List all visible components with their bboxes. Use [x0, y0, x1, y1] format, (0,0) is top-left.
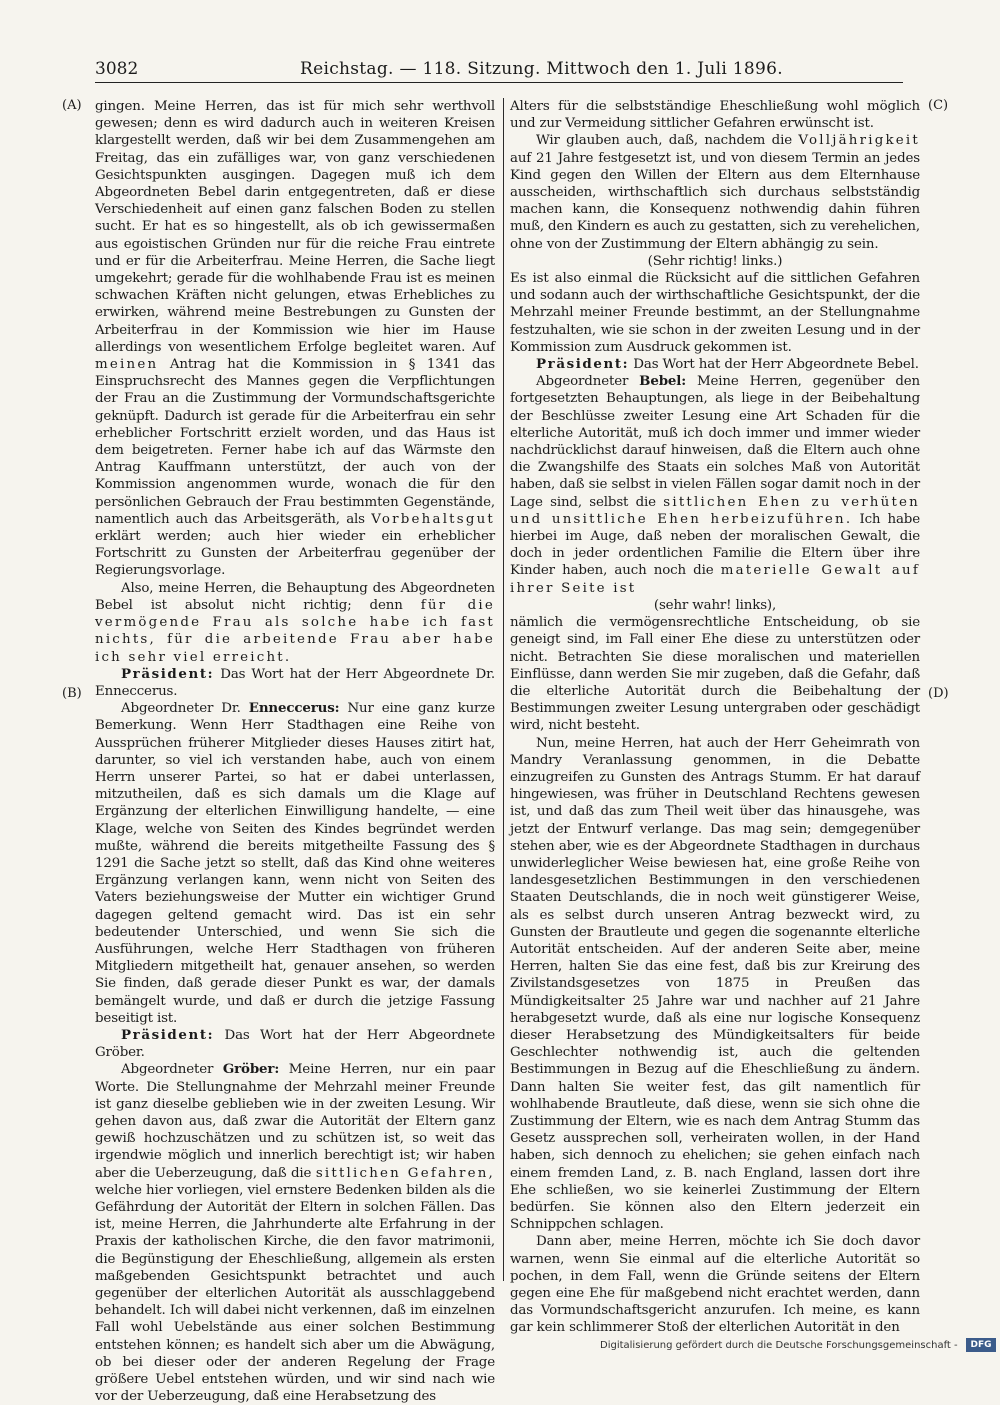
- text-run: Wir glauben auch, daß, nachdem die: [536, 133, 792, 149]
- spaced-text: materielle Gewalt auf ihrer Seite ist: [510, 563, 921, 596]
- interjection: (sehr wahr! links),: [653, 597, 777, 613]
- spaced-text: Vorbehaltsgut: [371, 511, 496, 527]
- paragraph: [510, 735, 920, 1234]
- president-remark: [95, 1027, 495, 1061]
- column-divider: [503, 98, 504, 1281]
- spaced-text: sittlichen Gefahren,: [315, 1165, 495, 1181]
- president-remark: [95, 666, 495, 700]
- speaker-name: Gröber:: [222, 1061, 280, 1078]
- spaced-text: sittlichen Ehen zu verhüten und unsittliche Ehen herbeizuführen.: [510, 494, 920, 527]
- right-column: [510, 98, 920, 1337]
- paragraph: [510, 98, 920, 132]
- text-run: gingen. Meine Herren, das ist für mich sehr werthvoll gewesen; denn es wird dadurch auch in weiteren Kreisen klargestellt werden, daß wir bei dem Zusammengehen am Freitag, das ein zufälliges war, von ganz verschiedenen Gesichtspunkten ausgingen. Dagegen muß ich dem Abgeordneten Bebel darin entgegentreten, daß er diese Verschiedenheit auf einen ganz falschen Boden zu stellen sucht. Er hat es so hingestellt, als ob ich gewissermaßen aus egoistischen Gründen nur für die reiche Frau eintrete und er für die Arbeiterfrau. Meine Herren, die Sache liegt umgekehrt; gerade für die wohlhabende Frau ist es meinen schwachen Kräften nicht gelungen, etwas Erhebliches zu erwirken, während meine Bestrebungen zu Gunsten der Arbeiterfrau in der Kommission wie hier im Hause allerdings von wesentlichem Erfolge begleitet waren. Auf: [95, 99, 495, 355]
- text-run: Das Wort hat der Herr Abgeordnete Gröber.: [95, 1027, 496, 1061]
- text-run: Also, meine Herren, die Behauptung des Abgeordneten Bebel ist absolut nicht richtig; denn: [95, 580, 495, 613]
- speaker-label: Präsident:: [121, 665, 215, 682]
- page-number: 3082: [95, 59, 139, 79]
- digitization-credit: Digitalisierung gefördert durch die Deutsche Forschungsgemeinschaft -: [600, 1340, 958, 1351]
- text-run: Antrag hat die Kommission in § 1341 das Einspruchsrecht des Mannes gegen die Verpflichtungen der Frau an die Zustimmung der Vormundschaftsgerichte geknüpft. Dadurch ist gerade für die Arbeiterfrau ein sehr erheblicher Fortschritt erzielt worden, und das Haus ist dem beigetreten. Ferner habe ich auf das Wärmste den Antrag Kauffmann unterstützt, der auch von der Kommission angenommen wurde, wonach die für den persönlichen Gebrauch der Frau bestimmten Gegenstände, namentlich auch das Arbeitsgeräth, als: [95, 357, 495, 527]
- text-run: Nun, meine Herren, hat auch der Herr Geheimrath von Mandry Veranlassung genommen, in die Debatte einzugreifen zu Gunsten des Antrags Stumm. Er hat darauf hingewiesen, was früher in Deutschland Rechtens gewesen ist, und daß das zum Theil weit über das hinausgehe, was jetzt der Entwurf verlange. Das mag sein; demgegenüber stehen aber, wie es der Abgeordnete Stadthagen in durchaus unwiderleglicher Weise bewiesen hat, eine große Reihe von landesgesetzlichen Bestimmungen in den verschiedenen Staaten Deutschlands, die in noch weit günstigerer Weise, als es selbst durch unseren Antrag bezweckt wird, zu Gunsten der Brautleute und gegen die sogenannte elterliche Autorität entscheiden. Auf der anderen Seite aber, meine Herren, halten Sie das eine fest, daß bis zur Kreirung des Zivilstandsgesetzes von 1875 in Preußen das Mündigkeitsalter 25 Jahre war und nachher auf 21 Jahre herabgesetzt wurde, daß als eine nur logische Konsequenz dieser Herabsetzung des Mündigkeitsalters für beide Geschlechter nothwendig ist, auch die geltenden Bestimmungen in Bezug auf die Eheschließung zu ändern. Dann halten Sie weiter fest, das gilt namentlich für wohlhabende Brautleute, daß diese, wenn sie sich ohne die Zustimmung der Eltern, wie es nach dem Antrag Stumm das Gesetz aussprechen soll, verheiraten wollen, in der Hand haben, sich dennoch zu ehelichen; sie gehen einfach nach einem fremden Land, z. B. nach England, lassen dort ihre Ehe schließen, wo sie keinerlei Zustimmung der Eltern bedürfen. Sie können also den Eltern jederzeit ein Schnippchen schlagen.: [510, 735, 920, 1233]
- text-run: Das Wort hat der Herr Abgeordnete Dr. Enneccerus.: [95, 666, 495, 699]
- speaker-label: Präsident:: [536, 356, 630, 373]
- page-header: [95, 56, 903, 83]
- text-run: auf 21 Jahre festgesetzt ist, und von diesem Termin an jedes Kind gegen den Willen der Eltern aus dem Elternhause ausscheiden, wirthschaftlich sich durchaus selbstständig machen kann, die Konsequenz nothwendig dahin führen muß, den Kindern es auch zu gestatten, sich zu verehelichen, ohne von der Zustimmung der Eltern abhängig zu sein.: [510, 150, 920, 252]
- speech-groeber: [95, 1061, 495, 1405]
- text-run: Dann aber, meine Herren, möchte ich Sie doch davor warnen, wenn Sie einmal auf die elterliche Autorität so pochen, in dem Fall, wenn die Gründe seitens der Eltern gegen eine Ehe für maßgebend nicht erachtet werden, dann das Vormundschaftsgericht anzurufen. Ich meine, es kann gar kein schlimmerer Stoß der elterlichen Autorität in den: [510, 1234, 920, 1336]
- text-run: Ich habe hierbei im Auge, daß neben der moralischen Gewalt, die doch in jeder ordentlichen Familie die Eltern über ihre Kinder haben, auch noch die: [510, 511, 921, 579]
- speech-enneccerus: [95, 700, 495, 1027]
- spaced-text: meinen: [95, 357, 159, 373]
- interjection: (Sehr richtig! links.): [647, 253, 783, 269]
- paragraph: [95, 580, 495, 666]
- text-run: Es ist also einmal die Rücksicht auf die sittlichen Gefahren und sodann auch der wirthschaftliche Gesichtspunkt, der die Mehrzahl meiner Freunde bestimmt, an der Stellungnahme festzuhalten, wie sie schon in der zweiten Lesung und in der Kommission zum Ausdruck gekommen ist.: [510, 271, 920, 355]
- margin-mark-c: (C): [928, 98, 949, 113]
- margin-mark-a: (A): [62, 98, 82, 113]
- text-run: welche hier vorliegen, viel ernstere Bedenken bilden als die Gefährdung der Autorität der Eltern in solchen Fällen. Das ist, meine Herren, die Jahrhunderte alte Erfahrung in der Praxis der katholischen Kirche, die den favor matrimonii, die Begünstigung der Eheschließung, allgemein als ersten maßgebenden Gesichtspunkt betrachtet und auch gegenüber der elterlichen Autorität als ausschlaggebend behandelt. Ich will dabei nicht verkennen, daß im einzelnen Fall wohl Uebelstände aus einer solchen Bestimmung entstehen können; es handelt sich aber um die Abwägung, ob bei dieser oder der anderen Regelung der Frage größere Uebel entstehen würden, und wir sind nach wie vor der Ueberzeugung, daß eine Herabsetzung des: [95, 1182, 495, 1405]
- text-run: Meine Herren, gegenüber den fortgesetzten Behauptungen, als liege in der Beibehaltung der Beschlüsse zweiter Lesung eine Art Schaden für die elterliche Autorität, muß ich doch immer und immer wieder nachdrücklichst darauf hinweisen, daß die Eltern auch ohne die Zwangshilfe des Staats ein solches Maß von Autorität haben, daß sie selbst in vielen Fällen sogar damit noch in der Lage sind, selbst die: [510, 374, 921, 510]
- paragraph: [510, 614, 920, 734]
- speaker-name: Bebel:: [639, 373, 687, 390]
- speaker-label: Abgeordneter Dr.: [121, 701, 241, 717]
- left-column: [95, 98, 495, 1405]
- speaker-label: Präsident:: [121, 1026, 215, 1043]
- text-run: Alters für die selbstständige Eheschließung wohl möglich und zur Vermeidung sittlicher Gefahren erwünscht ist.: [510, 99, 920, 132]
- paragraph: [510, 132, 920, 252]
- text-run: Das Wort hat der Herr Abgeordnete Bebel.: [633, 357, 919, 373]
- dfg-logo: DFG: [966, 1338, 996, 1352]
- paragraph: [510, 1233, 920, 1336]
- text-run: Nur eine ganz kurze Bemerkung. Wenn Herr Stadthagen eine Reihe von Aussprüchen früherer Mitglieder dieses Hauses zitirt hat, darunter, so viel ich verstanden habe, auch von einem Herrn unserer Partei, so hat er dabei unterlassen, mitzutheilen, daß es sich damals um die Klage auf Ergänzung der elterlichen Einwilligung handelte, — eine Klage, welche von Seiten des Kindes begründet werden mußte, während die bereits mitgetheilte Fassung des § 1291 die Sache jetzt so stellt, daß das Kind ohne weiteres Ergänzung verlangen kann, wenn nicht von Seiten des Vaters beziehungsweise der Mutter ein wichtiger Grund dagegen geltend gemacht wird. Das ist ein sehr bedeutender Unterschied, und wenn Sie sich die Ausführungen, welche Herr Stadthagen von früheren Mitgliedern mitgetheilt hat, genauer ansehen, so werden Sie finden, daß gerade dieser Punkt es war, der damals bemängelt wurde, und daß er durch die jetzige Fassung beseitigt ist.: [95, 701, 495, 1026]
- text-run: Meine Herren, nur ein paar Worte. Die Stellungnahme der Mehrzahl meiner Freunde ist ganz dieselbe geblieben wie in der zweiten Lesung. Wir gehen davon aus, daß zwar die Autorität der Eltern ganz gewiß hochzuschätzen und zu schützen ist, so weit das irgendwie möglich und innerlich berechtigt ist; wir haben aber die Ueberzeugung, daß die: [95, 1062, 496, 1181]
- margin-mark-d: (D): [928, 686, 949, 701]
- speaker-label: Abgeordneter: [536, 374, 629, 390]
- margin-mark-b: (B): [62, 686, 82, 701]
- running-title: Reichstag. — 118. Sitzung. Mittwoch den 1. Juli 1896.: [300, 59, 783, 79]
- spaced-text: Volljährigkeit: [798, 133, 920, 149]
- speech-bebel: [510, 373, 920, 597]
- text-run: nämlich die vermögensrechtliche Entscheidung, ob sie geneigt sind, im Fall einer Ehe diese zu unterstützen oder nicht. Betrachten Sie diese moralischen und materiellen Einflüsse, dann werden Sie mir zugeben, daß die Gefahr, daß die elterliche Autorität durch die Beibehaltung der Bestimmungen zweiter Lesung untergraben oder geschädigt wird, nicht besteht.: [510, 615, 920, 734]
- paragraph: [510, 270, 920, 356]
- speaker-label: Abgeordneter: [121, 1062, 214, 1078]
- speaker-name: Enneccerus:: [248, 700, 340, 717]
- paragraph: [95, 98, 495, 580]
- president-remark: [510, 356, 920, 373]
- spaced-text: für die vermögende Frau als solche habe ich fast nichts, für die arbeitende Frau aber habe ich sehr viel erreicht.: [95, 597, 495, 665]
- text-run: erklärt werden; auch hier wieder ein erheblicher Fortschritt zu Gunsten der Arbeiterfrau gegenüber der Regierungsvorlage.: [95, 529, 495, 579]
